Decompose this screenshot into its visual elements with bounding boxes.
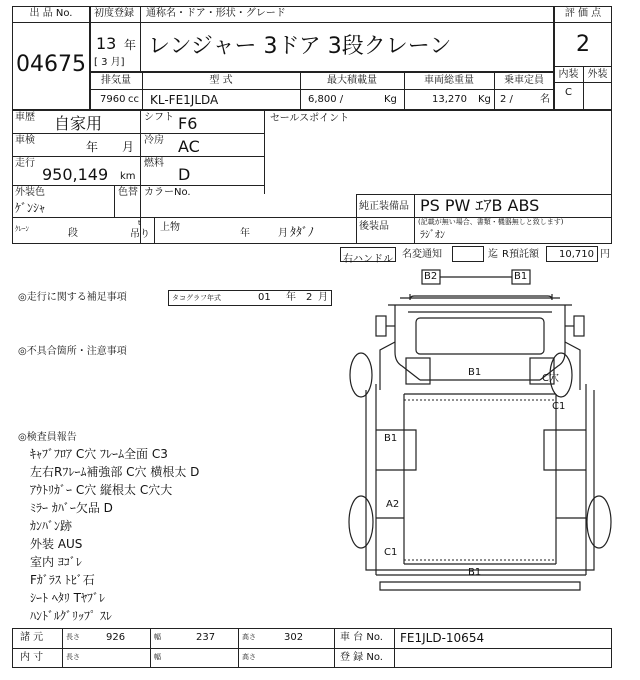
inner-length-label: 長さ [66,653,80,661]
score-value: 2 [576,32,590,57]
crane-label: ｸﾚｰﾝ [15,225,29,233]
width-value: 237 [196,632,216,643]
max-load-label: 最大積載量 [327,75,377,86]
model-value: KL-FE1JLDA [150,93,219,107]
fuel-value: D [178,165,191,184]
height-value: 302 [284,632,304,643]
inspector-line: ｱｳﾄﾘｶﾞｰ C穴 縦根太 C穴大 [30,483,173,497]
exterior-label: 外装 [587,69,608,80]
score-label: 評 価 点 [564,8,602,19]
mark-right-mid: C1 [552,401,566,412]
inspector-line: Fｶﾞﾗｽ ﾄﾋﾞ石 [30,573,95,587]
first-reg-year-unit: 年 [124,38,137,52]
equipment-label: 純正装備品 [359,201,409,212]
length-value: 926 [106,632,126,643]
mark-left-mid: B1 [384,433,398,444]
inspector-line: ｷｬﾌﾞﾌﾛｱ C穴 ﾌﾚｰﾑ全面 C3 [30,447,168,461]
mark-top-right: B1 [514,271,528,282]
first-reg-year: 13 [96,34,117,53]
equipment-value: PS PW ｴｱB ABS [420,196,540,215]
color-change-label: 色替 [118,187,138,198]
meter-change-label: 名変通知 [402,249,442,260]
displacement-label: 排気量 [101,75,131,86]
height-label: 高さ [242,633,256,641]
mark-left-bottom: C1 [384,547,398,558]
ac-value: AC [178,137,200,156]
mileage-unit: km [120,171,136,182]
max-load-value: 6,800 / [308,94,344,105]
ext-color-value: ｹﾞﾝｼｬ [15,201,46,215]
crane-stage: 段 [68,228,78,239]
aftermarket-label: 後装品 [359,221,389,232]
car-name-label: 通称名・ドア・形状・グレード [146,8,286,19]
super-month: 月 [278,228,288,239]
mileage-label: 走行 [15,158,35,169]
color-no-label: カラーNo. [144,187,191,198]
recycle-unit: 円 [600,249,610,260]
mark-right-upper: C穴 [542,373,559,384]
capacity-unit: 名 [540,94,550,105]
inner-width-label: 幅 [154,653,161,661]
tachograph-month: 2 [306,292,313,303]
displacement-unit: cc [128,94,139,105]
lot-no-label: 出 品 No. [29,8,73,19]
reg-label: 登 録 No. [340,652,383,663]
gross-weight-label: 車両総重量 [424,75,474,86]
chassis-label: 車 台 No. [340,632,383,643]
defects-title: ◎不具合箇所・注意事項 [18,346,127,357]
superstructure-label: 上物 [160,222,180,233]
width-label: 幅 [154,633,161,641]
recycle-value: 10,710 [559,249,594,260]
ext-color-label: 外装色 [15,187,45,198]
super-maker: ﾀﾀﾞﾉ [290,225,315,239]
car-name: レンジャー 3ドア 3段クレーン [148,34,452,59]
crane-lift: 吊り [130,229,150,240]
inspector-line: 外装 AUS [30,537,83,551]
history-value: 自家用 [54,114,103,133]
mark-top-left: B2 [424,271,438,282]
inspector-line: 左右Rﾌﾚｰﾑ補強部 C穴 横根太 D [30,465,200,479]
tachograph-year: 01 [258,292,271,303]
tachograph-year-unit: 年 [286,292,296,303]
shift-label: シフト [144,112,174,123]
interior-label: 内装 [558,69,579,80]
capacity-value: 2 / [500,94,513,105]
super-year: 年 [240,228,250,239]
max-load-unit: Kg [384,94,397,105]
driving-title: ◎走行に関する補足事項 [18,292,127,303]
first-reg-label: 初度登録 [94,8,134,19]
chassis-value: FE1JLD-10654 [400,631,485,645]
crane-ton-unit: t [138,219,141,227]
gross-weight-unit: Kg [478,94,491,105]
fuel-label: 燃料 [144,158,164,169]
length-label: 長さ [66,633,80,641]
mark-bottom: B1 [468,567,482,578]
inspector-line: ｶﾝﾊﾞﾝ跡 [30,519,73,533]
inner-height-label: 高さ [242,653,256,661]
inspector-line: ﾐﾗｰ ｶﾊﾞｰ欠品 D [30,501,113,515]
aftermarket-value: ﾗｼﾞｵﾝ [420,230,445,241]
capacity-label: 乗車定員 [504,75,544,86]
lot-no: 04675 [16,52,86,77]
inspector-title: ◎検査員報告 [18,432,77,443]
inspector-line: ｼｰﾄ ﾍﾀﾘ Tﾔﾌﾞﾚ [30,591,105,605]
inspection-month: 月 [122,140,135,154]
model-label: 型 式 [209,75,233,86]
inspector-line: 室内 ﾖｺﾞﾚ [30,555,82,569]
inner-label: 内 寸 [20,652,44,663]
mark-cab: B1 [468,367,482,378]
first-reg-month: [ 3 月] [94,57,125,68]
displacement-value: 7960 [100,94,126,105]
aftermarket-note: (記載が無い場合、書類・機器無しと致します) [418,218,564,226]
inspection-year: 年 [86,140,99,154]
reissue-label: 迄 [488,249,498,260]
inspector-line: ﾊﾝﾄﾞﾙｸﾞﾘｯﾌﾟ ｽﾚ [30,609,112,623]
history-label: 車歴 [15,112,35,123]
rhd-label: 右ハンドル [343,254,393,265]
tachograph-month-unit: 月 [318,292,328,303]
ac-label: 冷房 [144,135,164,146]
interior-score: C [565,87,572,98]
tachograph-label: タコグラフ年式 [172,294,221,302]
sales-point-label: セールスポイント [270,113,350,124]
inspection-label: 車検 [15,135,35,146]
mark-left-lower: A2 [386,499,400,510]
dims-label: 諸 元 [20,632,44,643]
gross-weight-value: 13,270 [432,94,467,105]
shift-value: F6 [178,114,198,133]
mileage-value: 950,149 [42,165,109,184]
recycle-label: R預託額 [502,249,539,260]
